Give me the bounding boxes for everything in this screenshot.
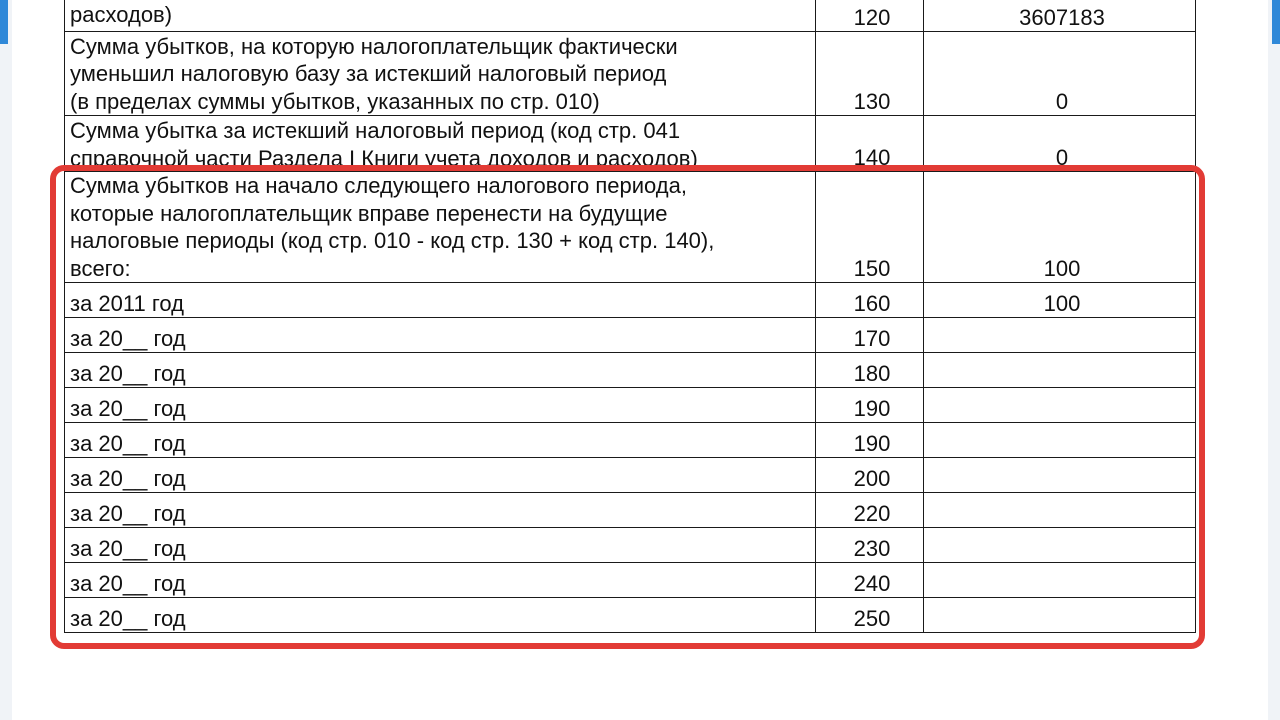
- row-value: 0: [924, 116, 1196, 172]
- table-row-240: [65, 563, 1196, 598]
- row-code: 230: [816, 528, 924, 563]
- row-code: 190: [816, 388, 924, 423]
- table-row-120: [65, 0, 1196, 32]
- right-edge: [1268, 0, 1280, 720]
- row-value: [924, 458, 1196, 493]
- table-row-190: [65, 388, 1196, 423]
- row-value: [924, 318, 1196, 353]
- left-edge-tab: [0, 0, 8, 44]
- row-label: за 20__ год: [65, 493, 816, 528]
- row-code: 140: [816, 116, 924, 172]
- row-label: за 20__ год: [65, 318, 816, 353]
- row-code: 190: [816, 423, 924, 458]
- table-row-230: [65, 528, 1196, 563]
- row-label-line: налоговые периоды (код стр. 010 - код стр. 130 + код стр. 140),: [70, 228, 715, 253]
- row-code: 200: [816, 458, 924, 493]
- row-value: 100: [924, 172, 1196, 283]
- row-code: 250: [816, 598, 924, 633]
- row-value: 100: [924, 283, 1196, 318]
- table-row-250: [65, 598, 1196, 633]
- row-code: 150: [816, 172, 924, 283]
- row-label-line: справочной части Раздела I Книги учета доходов и расходов): [70, 145, 698, 171]
- table-row-140: [65, 116, 1196, 172]
- row-value: [924, 598, 1196, 633]
- table-row-170: [65, 318, 1196, 353]
- row-label-line: Сумма убытка за истекший налоговый период (код стр. 041: [70, 118, 681, 143]
- row-value: [924, 388, 1196, 423]
- tax-form-table: [64, 0, 1196, 633]
- table-row-190-b: [65, 423, 1196, 458]
- row-label: за 20__ год: [65, 458, 816, 493]
- row-label: за 20__ год: [65, 563, 816, 598]
- row-label: за 20__ год: [65, 353, 816, 388]
- row-value: [924, 563, 1196, 598]
- right-edge-tab: [1272, 0, 1280, 44]
- row-code: 170: [816, 318, 924, 353]
- row-value: [924, 423, 1196, 458]
- row-code: 240: [816, 563, 924, 598]
- row-label-line: (в пределах суммы убытков, указанных по стр. 010): [70, 88, 600, 114]
- row-label-line: уменьшил налоговую базу за истекший налоговый период: [70, 61, 667, 86]
- row-code: 160: [816, 283, 924, 318]
- row-label: за 2011 год: [65, 283, 816, 318]
- row-label: за 20__ год: [65, 598, 816, 633]
- row-label-line: Сумма убытков, на которую налогоплательщик фактически: [70, 33, 678, 59]
- row-label-line: которые налогоплательщик вправе перенести на будущие: [70, 200, 668, 226]
- row-label-clip: [70, 1, 815, 31]
- row-label-clip: [70, 117, 815, 171]
- row-code: 220: [816, 493, 924, 528]
- table-row-150: [65, 172, 1196, 283]
- row-label: за 20__ год: [65, 423, 816, 458]
- row-code: 120: [816, 0, 924, 32]
- row-value: [924, 493, 1196, 528]
- row-value: 3607183: [924, 0, 1196, 32]
- left-edge: [0, 0, 12, 720]
- row-label: [65, 172, 816, 283]
- row-label-line: расходов): [70, 2, 173, 27]
- row-label: [65, 116, 816, 172]
- row-label-line: Сумма убытков на начало следующего налогового периода,: [70, 173, 687, 198]
- row-label-line: всего:: [70, 255, 131, 281]
- row-label: [65, 32, 816, 116]
- row-label: за 20__ год: [65, 388, 816, 423]
- table-row-180: [65, 353, 1196, 388]
- table-row-220: [65, 493, 1196, 528]
- table-row-160: [65, 283, 1196, 318]
- row-code: 130: [816, 32, 924, 116]
- row-value: 0: [924, 32, 1196, 116]
- table-row-200: [65, 458, 1196, 493]
- row-value: [924, 528, 1196, 563]
- row-code: 180: [816, 353, 924, 388]
- row-value: [924, 353, 1196, 388]
- row-label: [65, 0, 816, 32]
- row-label: за 20__ год: [65, 528, 816, 563]
- table-row-130: [65, 32, 1196, 116]
